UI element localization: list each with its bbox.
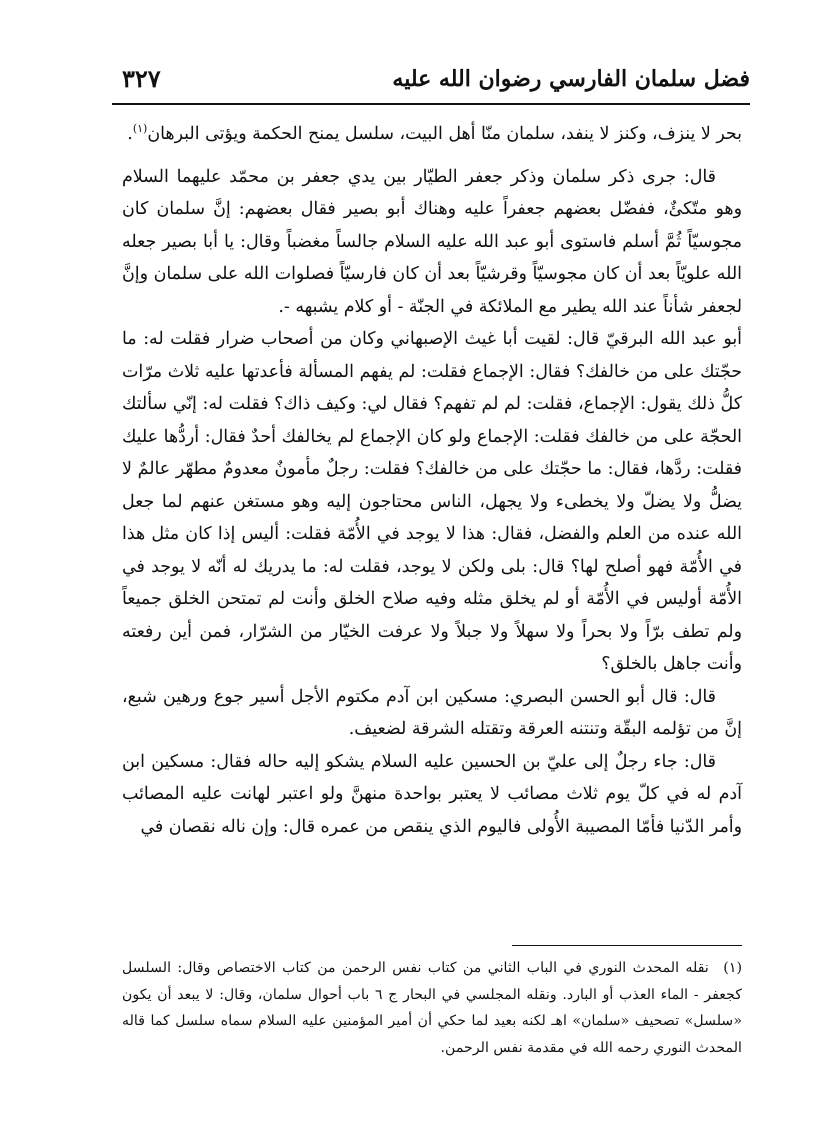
paragraph-1 [122,118,742,151]
paragraph-2: قال: جرى ذكر سلمان وذكر جعفر الطيّار بين يدي جعفر بن محمّد عليهما السلام وهو متّكئٌ، ففضّل بعضهم جعفراً عليه وهناك أبو بصير فقال بعضهم: إنَّ سلمان كان مجوسيّاً ثُمَّ أسلم فاستوى أبو عبد الله عليه السلام جالساً مغضباً وقال: يا أبا بصير جعله الله علويّاً بعد أن كان مجوسيّاً وقرشيّاً بعد أن كان فارسيّاً فصلوات الله على سلمان وإنَّ لجعفر شأناً عند الله يطير مع الملائكة في الجنّة - أو كلام يشبهه -. [122,166,742,317]
header-divider [112,103,750,105]
footnote-reference: (١) [132,122,148,136]
page-header [112,60,750,100]
footnote-text: نقله المحدث النوري في الباب الثاني من كتاب نفس الرحمن من كتاب الاختصاص وقال: السلسل كجعفر - الماء العذب أو البارد. ونقله المجلسي في البحار ج ٦ باب أحوال سلمان، وقال: لا يبعد أن يكون «سلسل» تصحيف «سلمان» اهـ لكنه بعيد لما حكي أن أمير المؤمنين عليه السلام سماه سلسل كما قاله المحدث النوري رحمه الله في مقدمة نفس الرحمن. [122,960,742,1056]
running-title: فضل سلمان الفارسي رضوان الله عليه [392,66,750,92]
main-text [122,118,742,843]
footnote [122,955,742,1061]
paragraph-1-end: . [127,124,133,144]
footnote-divider [512,945,742,946]
paragraph-5: قال: جاء رجلٌ إلى عليّ بن الحسين عليه السلام يشكو إليه حاله فقال: مسكين ابن آدم له في كلّ يوم ثلاث مصائب لا يعتبر بواحدة منهنَّ ولو اعتبر لهانت عليه المصائب وأمر الدّنيا فأمّا المصيبة الأُولى فاليوم الذي ينقص من عمره قال: وإن ناله نقصان في [122,751,742,837]
paragraph-4: قال: قال أبو الحسن البصري: مسكين ابن آدم مكتوم الأجل أسير جوع ورهين شبع، إنَّ من تؤلمه البقّة وتنتنه العرقة وتقتله الشرقة لضعيف. [122,686,742,739]
paragraph-gap [122,151,742,161]
page-number: ٣٢٧ [122,64,161,93]
paragraph-3: أبو عبد الله البرقيّ قال: لقيت أبا غيث الإصبهاني وكان من أصحاب ضرار فقلت له: ما حجّتك على من خالفك؟ فقال: الإجماع فقلت: لم يفهم المسألة فأعدتها عليه ثلاث مرّات كلُّ ذلك يقول: الإجماع، فقلت: لم لم تفهم؟ فقال لي: وكيف ذاك؟ فقلت له: إنّي سألتك الحجّة على من خالفك فقلت: الإجماع ولو كان الإجماع لم يخالفك أحدٌ فقال: أردُّها عليك فقلت: ردَّها، فقال: ما حجّتك على من خالفك؟ فقلت: رجلٌ مأمونٌ معدومٌ مطهّر عالمٌ لا يضلُّ ولا يضلّ ولا يخطىء ولا يجهل، الناس محتاجون إليه وهو مستغن عنهم لما جعل الله عنده من العلم والفضل، فقال: هذا لا يوجد في الأُمّة فقلت: أليس إذا كان مثل هذا في الأُمّة فهو أصلح لها؟ قال: بلى ولكن لا يوجد، فقلت له: ما يدريك له أنّه لا يوجد في الأُمّة أوليس في الأُمّة أو لم يخلق مثله وفيه صلاح الخلق وأنت لم تمتحن الخلق جميعاً ولم تطف برّاً ولا بحراً ولا سهلاً ولا جبلاً ولا عرفت الخيّار من الشرّار، فمن أين رفعته وأنت جاهل بالخلق؟ [122,329,742,674]
footnote-number: (١) [723,960,743,976]
paragraph-1-text: بحر لا ينزف، وكنز لا ينفد، سلمان منّا أهل البيت، سلسل يمنح الحكمة ويؤتى البرهان [147,124,742,144]
